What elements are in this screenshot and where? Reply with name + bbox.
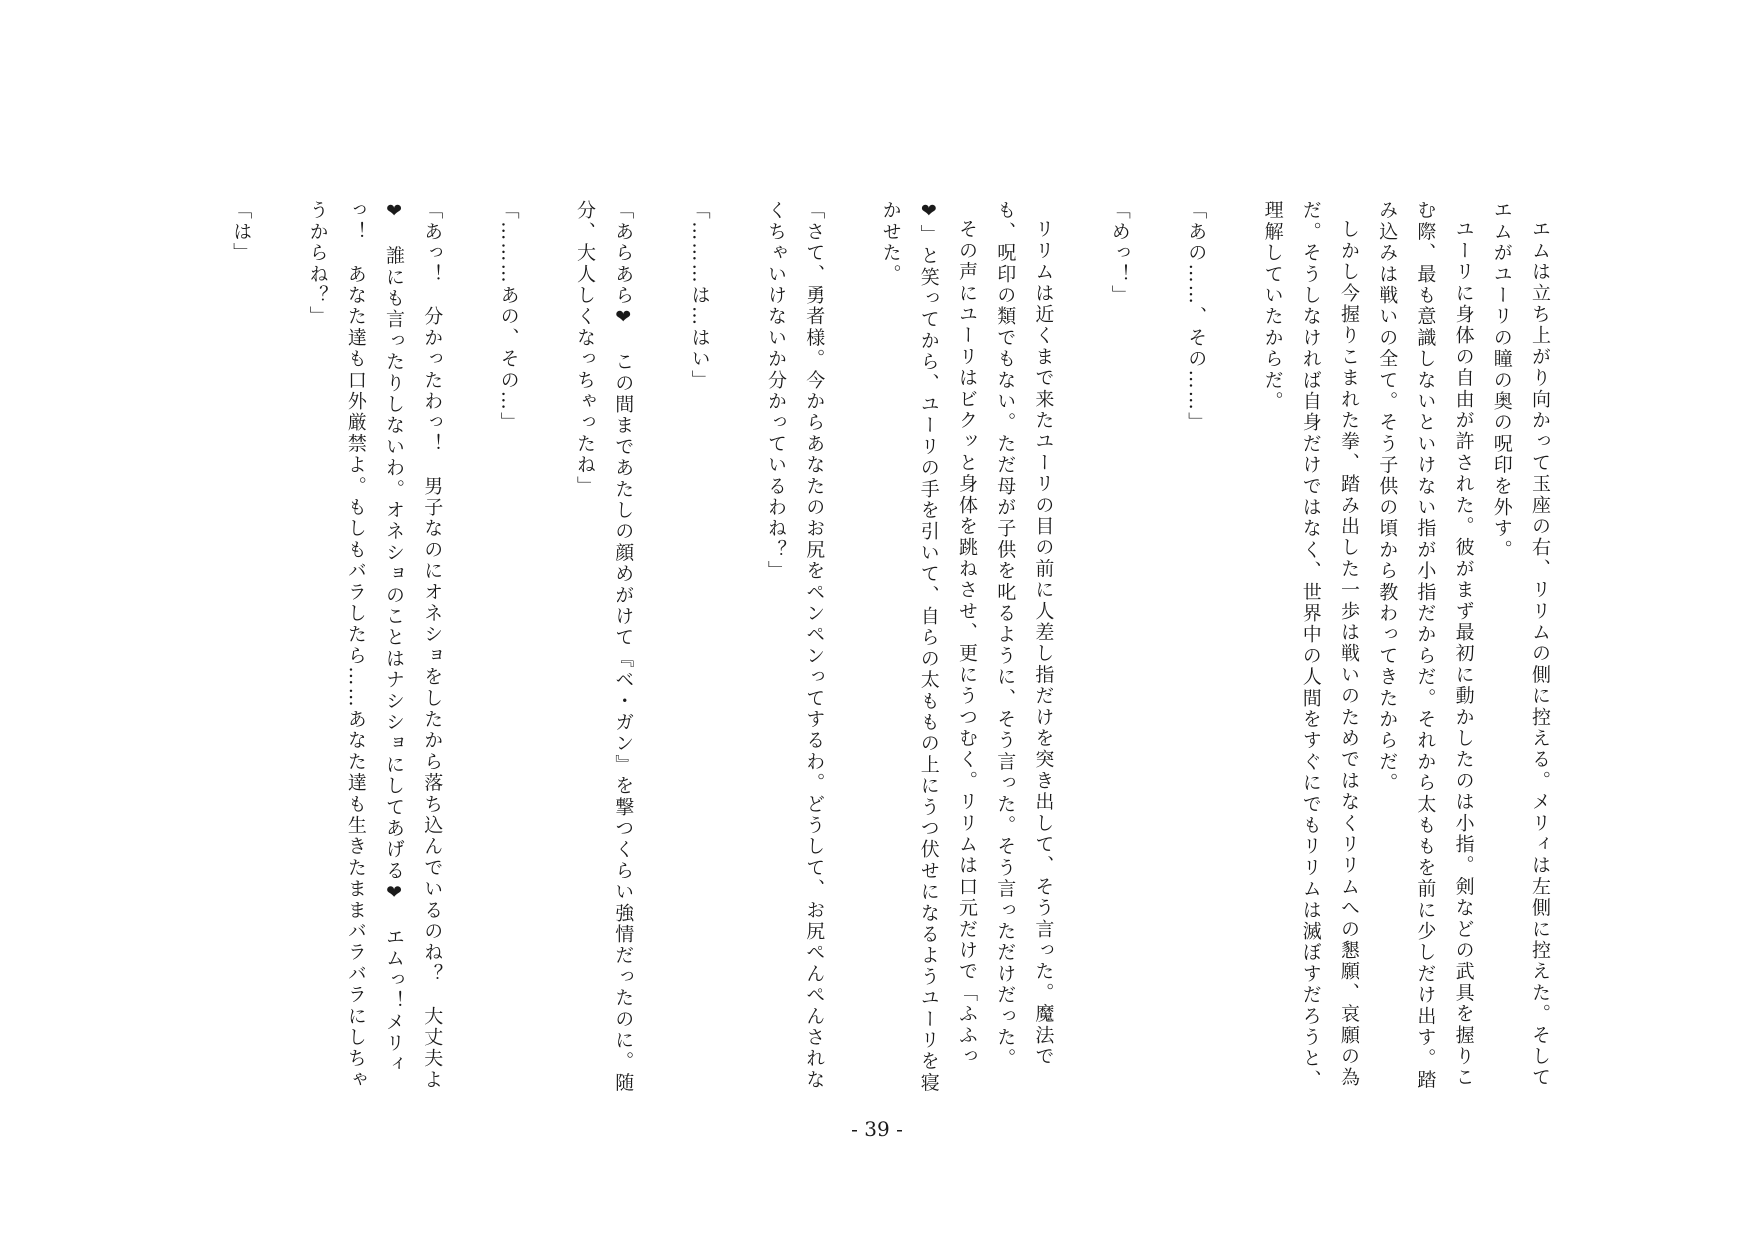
blank-line: [642, 200, 680, 1100]
paragraph: 「………あの、その…」: [497, 200, 520, 434]
paragraph: ユーリに身体の自由が許された。彼がまず最初に動かしたのは小指。剣などの武具を握りこむ際、最も意識しないといけない指が小指だからだ。それから太ももを前に少しだけ出す。踏み込みは戦いの全て。そう子供の頃から教わってきたからだ。: [1376, 200, 1475, 1091]
paragraph: 「あの……、その……」: [1185, 200, 1208, 434]
paragraph: エムは立ち上がり向かって玉座の右、リリムの側に控える。メリィは左側に控えた。そしてエムがユーリの瞳の奥の呪印を外す。: [1490, 200, 1551, 1089]
paragraph: 「あらあら❤ この間まであたしの顔めがけて『ベ・ガン』を撃つくらい強情だったのに。随分、大人しくなっちゃったね」: [574, 200, 635, 1094]
blank-line: [1139, 200, 1177, 1100]
blank-line: [1062, 200, 1100, 1100]
page-number: - 39 -: [851, 1117, 903, 1141]
blank-line: [260, 200, 298, 1100]
paragraph: その声にユーリはビクッと身体を跳ねさせ、更にうつむく。リリムは口元だけで「ふふっ❤」と笑ってから、ユーリの手を引いて、自らの太ももの上にうつ伏せになるようユーリを寝かせた。: [879, 200, 978, 1094]
paragraph: 「あっ！ 分かったわっ！ 男子なのにオネショをしたから落ち込んでいるのね？ 大丈夫よ❤ 誰にも言ったりしないわ。オネショのことはナシショにしてあげる❤ エムっ！メリィっ！ あなた達も口外厳禁よ。もしもバラしたら……あなた達も生きたままバラバラにしちゃうからね？」: [306, 200, 444, 1091]
paragraph: しかし今握りこまれた拳、踏み出した一歩は戦いのためではなくリリムへの懇願、哀願の為だ。そうしなければ自身だけではなく、世界中の人間をすぐにでもリリムは滅ぼすだろうと、理解していたからだ。: [1261, 200, 1360, 1091]
blank-line: [833, 200, 871, 1100]
blank-line: [1215, 200, 1253, 1100]
blank-line: [719, 200, 757, 1100]
blank-line: [451, 200, 489, 1100]
paragraph: 「………は…はい」: [688, 200, 711, 391]
blank-line: [528, 200, 566, 1100]
paragraph: 「さて、勇者様。今からあなたのお尻をペンペンってするわ。どうして、お尻ぺんぺんされなくちゃいけないか分かっているわね？」: [765, 200, 826, 1091]
paragraph: 「めっ！」: [1108, 200, 1131, 306]
paragraph: 「は」: [230, 200, 253, 264]
paragraph: リリムは近くまで来たユーリの目の前に人差し指だけを突き出して、そう言った。魔法でも、呪印の類でもない。ただ母が子供を叱るように、そう言った。そう言っただけだった。: [994, 200, 1055, 1070]
vertical-text-body: [149, 200, 1559, 1100]
